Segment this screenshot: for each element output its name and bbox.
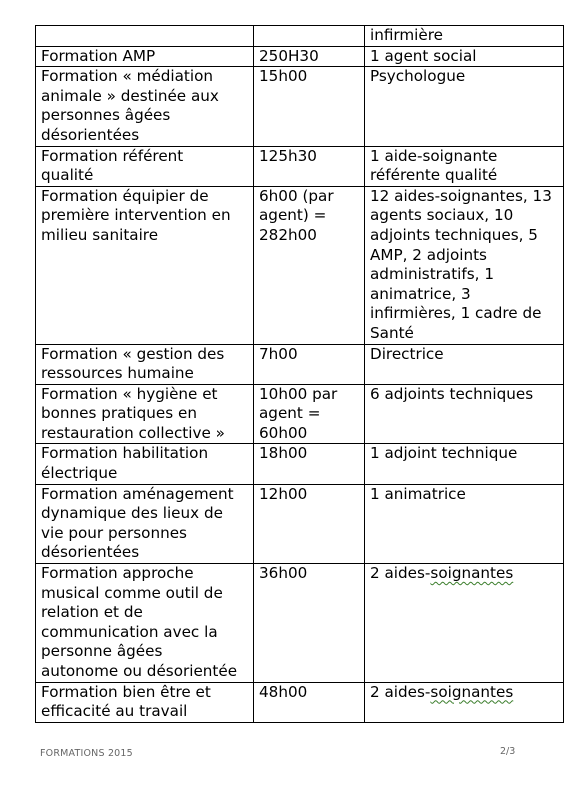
duration-cell: 15h00: [254, 67, 365, 146]
table-row: [36, 682, 564, 722]
page-number: 2/3: [500, 746, 516, 757]
duration-cell: 12h00: [254, 484, 365, 563]
participants-cell: 6 adjoints techniques: [365, 384, 564, 444]
participants-cell: [365, 564, 564, 683]
formation-cell: Formation bien être et efficacité au travail: [36, 682, 254, 722]
spellcheck-marked-word: soignantes: [430, 564, 514, 583]
participants-prefix: 2 aides-: [370, 682, 431, 701]
footer-title: FORMATIONS 2015: [40, 748, 133, 759]
table-row: [36, 384, 564, 444]
formation-cell: [36, 26, 254, 47]
formation-cell: Formation référent qualité: [36, 146, 254, 186]
table-row: [36, 484, 564, 563]
participants-cell: 1 adjoint technique: [365, 444, 564, 484]
table-row: [36, 67, 564, 146]
table-row: [36, 564, 564, 683]
table-row: [36, 146, 564, 186]
participants-cell: infirmière: [365, 26, 564, 47]
participants-cell: 1 animatrice: [365, 484, 564, 563]
table-row: [36, 26, 564, 47]
participants-cell: 12 aides-soignantes, 13 agents sociaux, 10 adjoints techniques, 5 AMP, 2 adjoints administratifs, 1 animatrice, 3 infirmières, 1 cadre de Santé: [365, 186, 564, 344]
participants-prefix: 2 aides-: [370, 564, 431, 583]
duration-cell: [254, 26, 365, 47]
formation-cell: Formation équipier de première intervention en milieu sanitaire: [36, 186, 254, 344]
formation-cell: Formation AMP: [36, 46, 254, 67]
duration-cell: 6h00 (par agent) = 282h00: [254, 186, 365, 344]
participants-cell: [365, 682, 564, 722]
duration-cell: 7h00: [254, 344, 365, 384]
table-row: [36, 186, 564, 344]
formation-cell: Formation « hygiène et bonnes pratiques en restauration collective »: [36, 384, 254, 444]
duration-cell: 10h00 par agent = 60h00: [254, 384, 365, 444]
table-row: [36, 46, 564, 67]
participants-cell: Directrice: [365, 344, 564, 384]
duration-cell: 48h00: [254, 682, 365, 722]
formation-cell: Formation habilitation électrique: [36, 444, 254, 484]
participants-cell: 1 aide-soignante référente qualité: [365, 146, 564, 186]
duration-cell: 250H30: [254, 46, 365, 67]
formation-cell: Formation approche musical comme outil de relation et de communication avec la personne âgées autonome ou désorientée: [36, 564, 254, 683]
duration-cell: 36h00: [254, 564, 365, 683]
formation-cell: Formation aménagement dynamique des lieux de vie pour personnes désorientées: [36, 484, 254, 563]
table-row: [36, 444, 564, 484]
participants-cell: Psychologue: [365, 67, 564, 146]
training-table: [35, 25, 564, 723]
formation-cell: Formation « gestion des ressources humaine: [36, 344, 254, 384]
participants-cell: 1 agent social: [365, 46, 564, 67]
table-row: [36, 344, 564, 384]
spellcheck-marked-word: soignantes: [430, 682, 514, 701]
duration-cell: 125h30: [254, 146, 365, 186]
formation-cell: Formation « médiation animale » destinée aux personnes âgées désorientées: [36, 67, 254, 146]
duration-cell: 18h00: [254, 444, 365, 484]
